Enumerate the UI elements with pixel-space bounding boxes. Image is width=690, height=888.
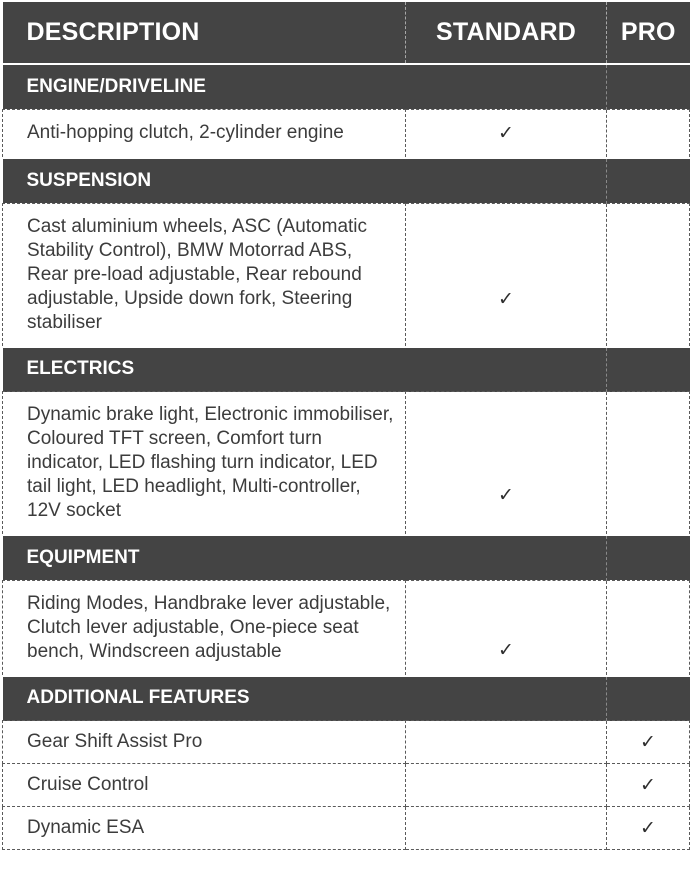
table-row [3, 764, 690, 807]
row-description: Riding Modes, Handbrake lever adjustable, Clutch lever adjustable, One-piece seat bench, Windscreen adjustable [3, 580, 406, 676]
row-description: Cruise Control [3, 764, 406, 807]
row-standard-cell [406, 392, 607, 536]
check-icon: ✓ [498, 638, 514, 661]
row-standard-cell [406, 203, 607, 347]
feature-comparison-table [2, 2, 690, 850]
row-pro-cell [607, 721, 690, 764]
row-pro-cell [607, 764, 690, 807]
row-pro-cell [607, 203, 690, 347]
table-row [3, 109, 690, 158]
row-standard-cell [406, 580, 607, 676]
section-title: ADDITIONAL FEATURES [3, 676, 607, 721]
check-icon: ✓ [498, 287, 514, 310]
table-row [3, 203, 690, 347]
table-header-row [3, 2, 690, 64]
check-icon: ✓ [640, 773, 656, 796]
row-description: Anti-hopping clutch, 2-cylinder engine [3, 109, 406, 158]
check-icon: ✓ [640, 816, 656, 839]
row-standard-cell [406, 721, 607, 764]
row-description: Dynamic brake light, Electronic immobiliser, Coloured TFT screen, Comfort turn indicator, LED flashing turn indicator, LED tail light, LED headlight, Multi-controller, 12V socket [3, 392, 406, 536]
row-pro-cell [607, 807, 690, 850]
section-header-row [3, 347, 690, 392]
section-spacer [607, 535, 690, 580]
row-standard-cell [406, 764, 607, 807]
section-spacer [607, 347, 690, 392]
row-standard-cell [406, 807, 607, 850]
section-header-row [3, 676, 690, 721]
section-spacer [607, 158, 690, 203]
row-description: Dynamic ESA [3, 807, 406, 850]
section-header-row [3, 158, 690, 203]
header-description: DESCRIPTION [3, 2, 406, 64]
section-title: ELECTRICS [3, 347, 607, 392]
section-spacer [607, 64, 690, 109]
header-pro: PRO [607, 2, 690, 64]
row-pro-cell [607, 580, 690, 676]
section-title: SUSPENSION [3, 158, 607, 203]
check-icon: ✓ [498, 484, 514, 506]
section-title: ENGINE/DRIVELINE [3, 64, 607, 109]
table-row [3, 392, 690, 536]
row-standard-cell [406, 109, 607, 158]
section-title: EQUIPMENT [3, 535, 607, 580]
row-description: Cast aluminium wheels, ASC (Automatic Stability Control), BMW Motorrad ABS, Rear pre-load adjustable, Rear rebound adjustable, Upside down fork, Steering stabiliser [3, 203, 406, 347]
row-pro-cell [607, 392, 690, 536]
row-description: Gear Shift Assist Pro [3, 721, 406, 764]
table-row [3, 580, 690, 676]
table-row [3, 721, 690, 764]
row-pro-cell [607, 109, 690, 158]
check-icon: ✓ [498, 121, 514, 144]
section-header-row [3, 64, 690, 109]
header-standard: STANDARD [406, 2, 607, 64]
section-header-row [3, 535, 690, 580]
table-row [3, 807, 690, 850]
section-spacer [607, 676, 690, 721]
check-icon: ✓ [640, 730, 656, 753]
